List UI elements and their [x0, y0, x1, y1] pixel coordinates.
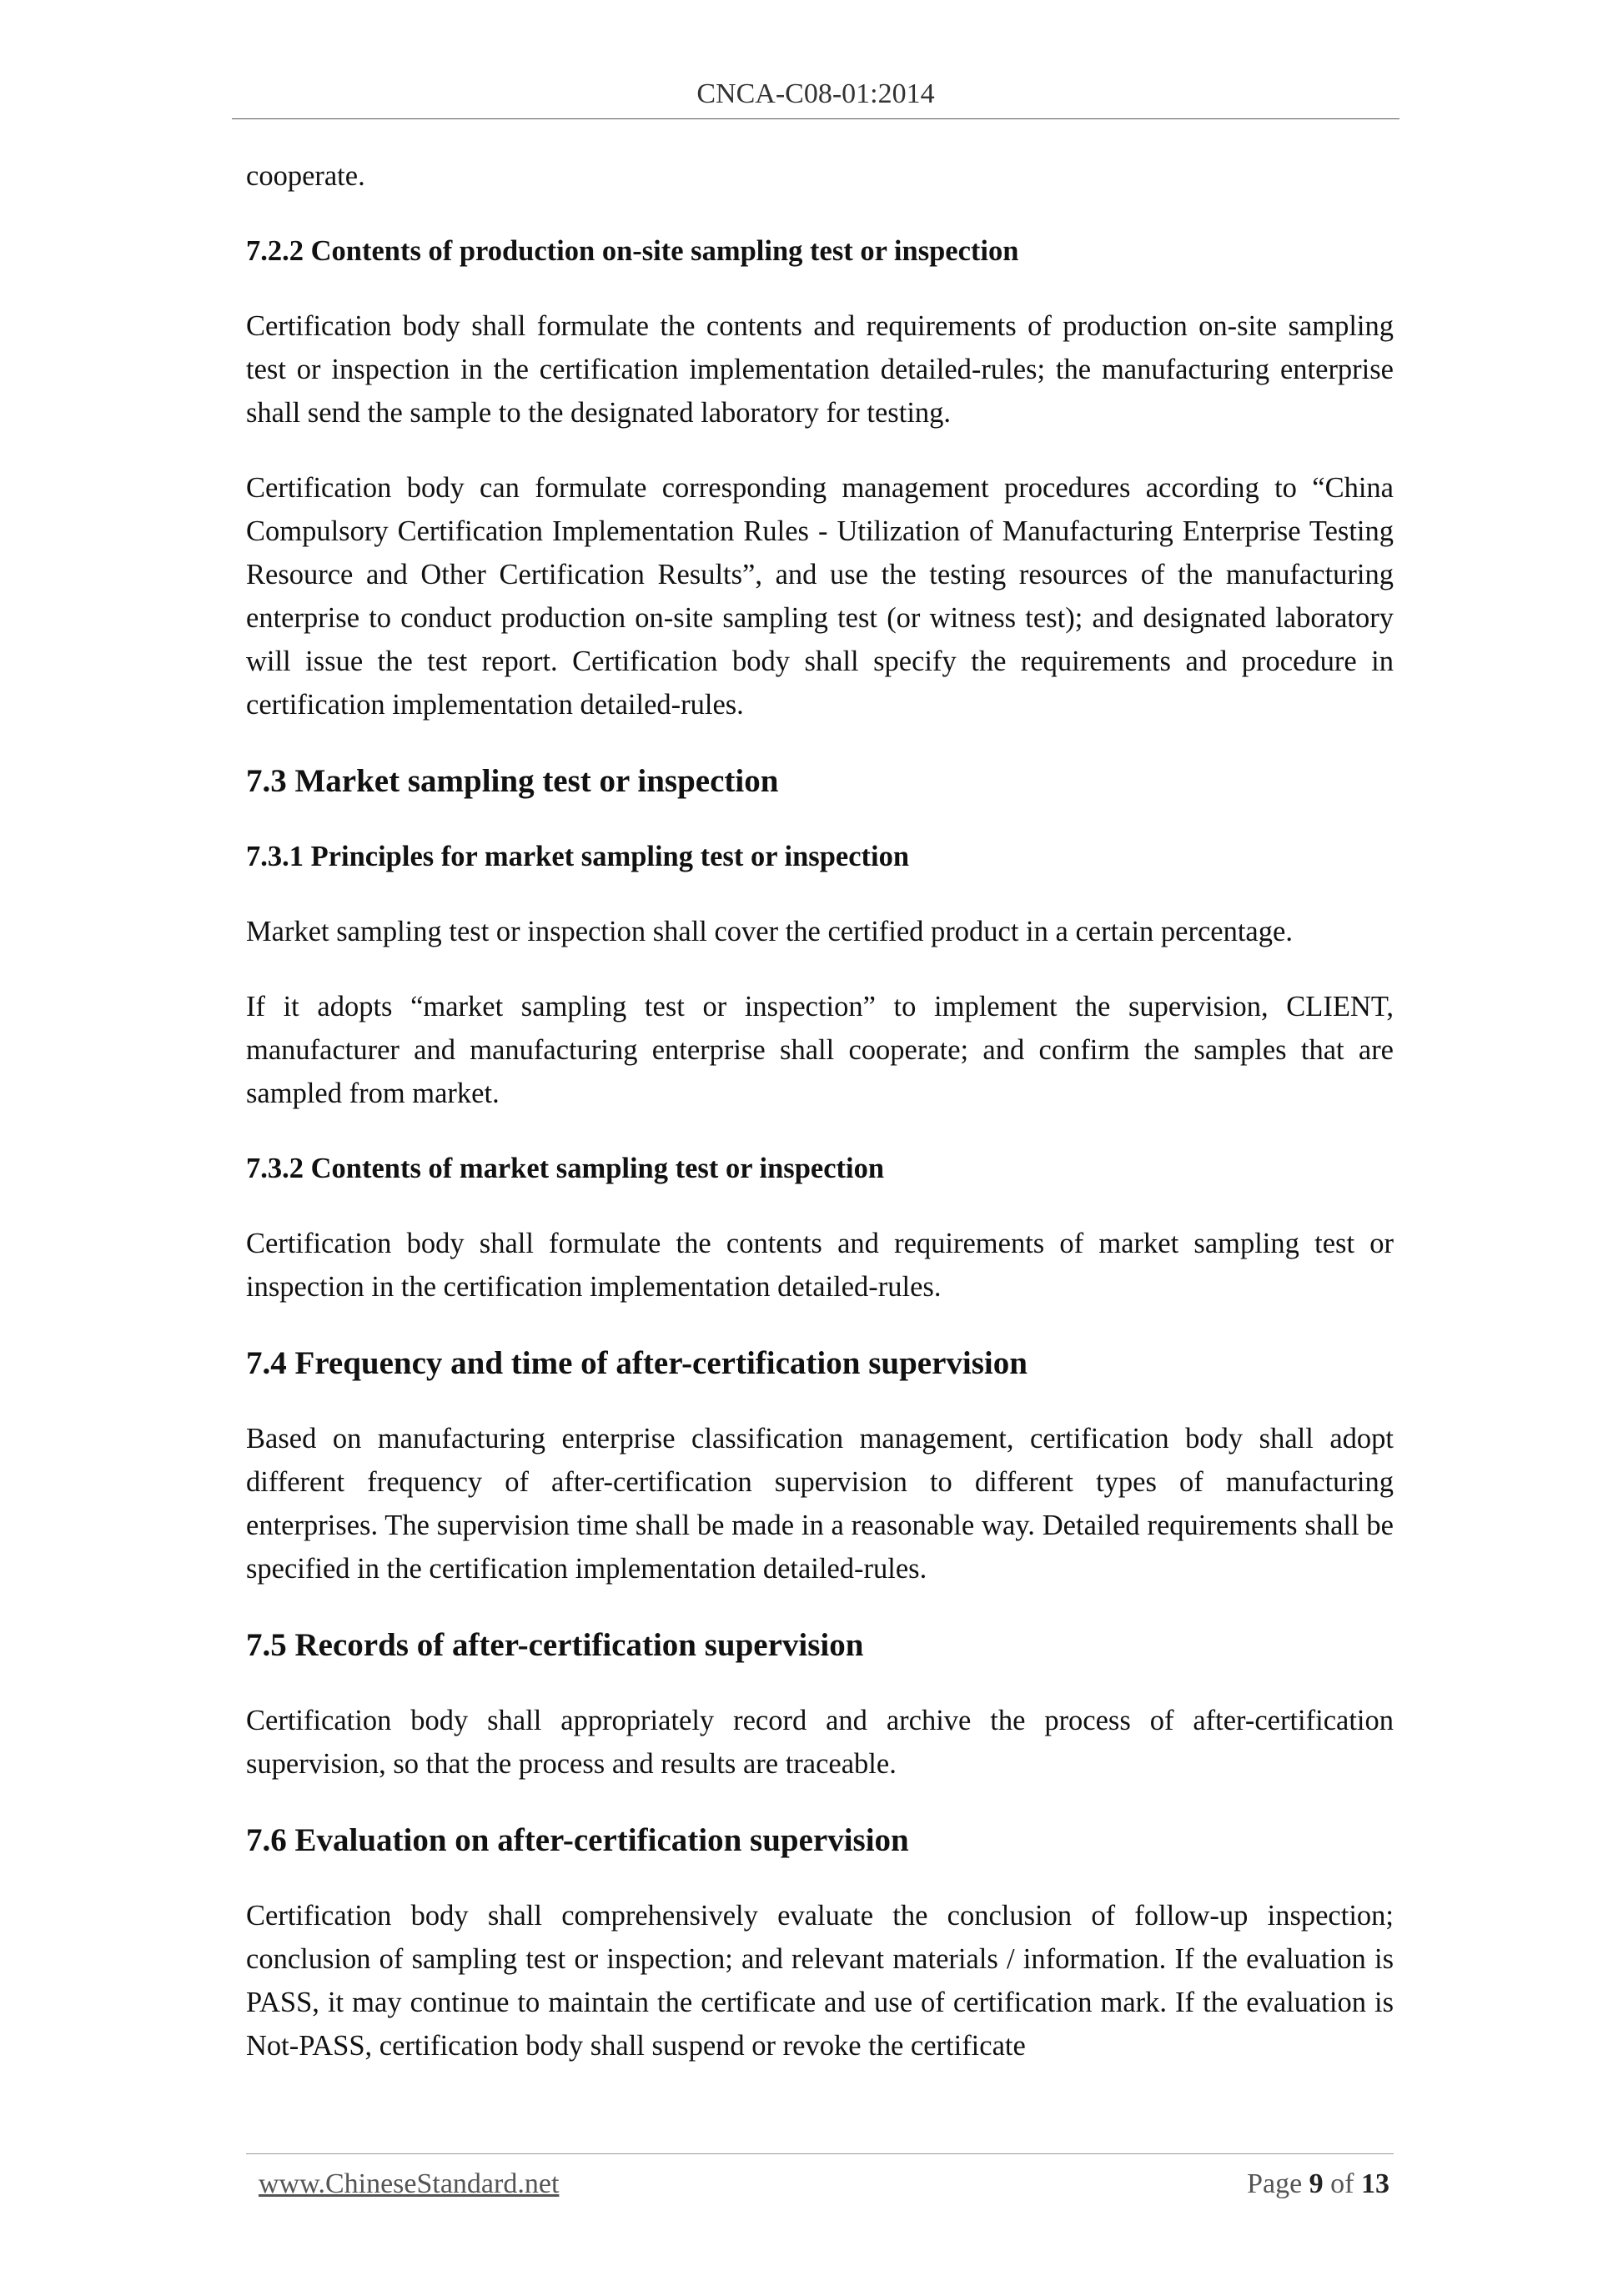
- document-code-header: CNCA-C08-01:2014: [696, 78, 935, 109]
- page-label: Page: [1247, 2168, 1303, 2199]
- current-page-number: 9: [1309, 2168, 1324, 2199]
- section-7-2-2-heading: 7.2.2 Contents of production on-site sampling test or inspection: [246, 235, 1019, 267]
- section-7-4-heading: 7.4 Frequency and time of after-certification supervision: [246, 1345, 1028, 1381]
- section-7-6-heading: 7.6 Evaluation on after-certification supervision: [246, 1822, 909, 1858]
- website-link[interactable]: www.ChineseStandard.net: [259, 2168, 560, 2199]
- section-7-3-2-heading: 7.3.2 Contents of market sampling test or inspection: [246, 1153, 885, 1184]
- section-7-3-1-paragraph-2: If it adopts “market sampling test or inspection” to implement the supervision, CLIENT, manufacturer and manufacturing enterprise shall cooperate; and confirm the samples that are sampled from market.: [246, 991, 1394, 1109]
- section-7-3-1-paragraph-1: Market sampling test or inspection shall cover the certified product in a certain percentage.: [246, 916, 1293, 947]
- section-7-3-1-heading: 7.3.1 Principles for market sampling test or inspection: [246, 841, 910, 872]
- page-indicator: [1247, 2168, 1389, 2200]
- section-7-6-paragraph-1: Certification body shall comprehensively evaluate the conclusion of follow-up inspection; conclusion of sampling test or inspection; and relevant materials / information. If the evaluation is PASS, it may continue to maintain the certificate and use of certification mark. If the evaluation is Not-PASS, certification body shall suspend or revoke the certificate: [246, 1900, 1394, 2062]
- section-7-3-2-paragraph-1: Certification body shall formulate the contents and requirements of market sampling test or inspection in the certification implementation detailed-rules.: [246, 1228, 1394, 1303]
- section-7-3-heading: 7.3 Market sampling test or inspection: [246, 763, 779, 799]
- section-7-2-2-paragraph-2: Certification body can formulate corresponding management procedures according to “China Compulsory Certification Implementation Rules - Utilization of Manufacturing Enterprise Testing Resource and Other Certification Results”, and use the testing resources of the manufacturing enterprise to conduct production on-site sampling test (or witness test); and designated laboratory will issue the test report. Certification body shall specify the requirements and procedure in certification implementation detailed-rules.: [246, 472, 1394, 721]
- section-7-5-heading: 7.5 Records of after-certification supervision: [246, 1627, 864, 1663]
- of-label: of: [1330, 2168, 1354, 2199]
- section-7-4-paragraph-1: Based on manufacturing enterprise classification management, certification body shall adopt different frequency of after-certification supervision to different types of manufacturing enterprises. The supervision time shall be made in a reasonable way. Detailed requirements shall be specified in the certification implementation detailed-rules.: [246, 1423, 1394, 1585]
- total-page-count: 13: [1361, 2168, 1389, 2199]
- section-7-2-2-paragraph-1: Certification body shall formulate the contents and requirements of production on-site sampling test or inspection in the certification implementation detailed-rules; the manufacturing enterprise shall send the sample to the designated laboratory for testing.: [246, 310, 1394, 429]
- header-divider: [232, 118, 1399, 119]
- page-content: [246, 154, 1394, 2099]
- footer-divider: [246, 2153, 1394, 2154]
- continued-text: cooperate.: [246, 160, 365, 192]
- section-7-5-paragraph-1: Certification body shall appropriately record and archive the process of after-certification supervision, so that the process and results are traceable.: [246, 1705, 1394, 1780]
